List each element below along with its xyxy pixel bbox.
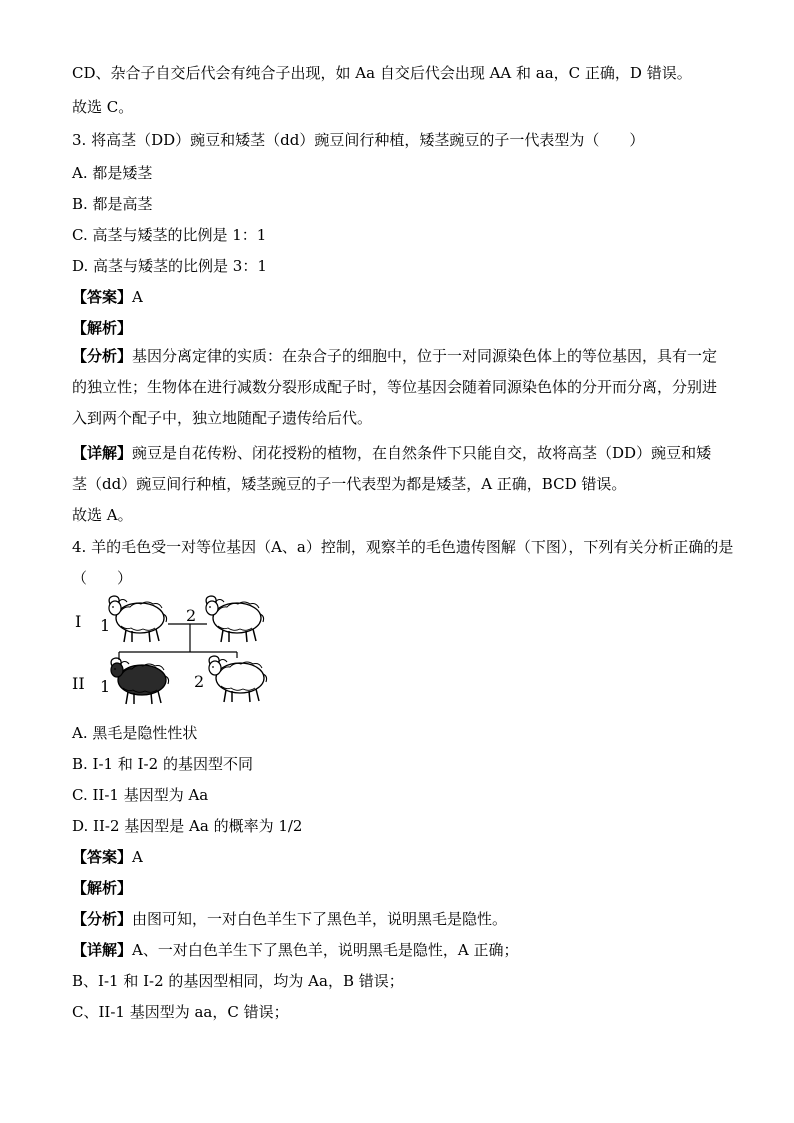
individual-label: 2 [186, 606, 197, 625]
pedigree-diagram [72, 592, 282, 710]
generation-label: II [72, 674, 85, 693]
analysis-heading: 【解析】 [72, 879, 133, 897]
white-sheep-i2 [206, 596, 264, 642]
text-line: B、I-1 和 I-2 的基因型相同，均为 Aa，B 错误； [72, 972, 404, 990]
pedigree-figure [72, 592, 282, 710]
detail-tag: 【详解】 [72, 941, 133, 959]
answer-tag: 【答案】 [72, 288, 133, 306]
detail-text: A、一对白色羊生下了黑色羊，说明黑毛是隐性，A 正确； [132, 941, 519, 959]
text-line: CD、杂合子自交后代会有纯合子出现，如 Aa 自交后代会出现 AA 和 aa，C 正确，D 错误。 [72, 64, 692, 82]
answer-line [72, 286, 143, 308]
text-line: 故选 A。 [72, 506, 133, 524]
black-sheep-ii1 [111, 658, 169, 704]
analysis-line [72, 908, 507, 930]
individual-label: 1 [100, 677, 111, 696]
white-sheep-ii2 [209, 656, 267, 702]
analysis-heading: 【解析】 [72, 319, 133, 337]
option-c: C. II-1 基因型为 Aa [72, 786, 209, 804]
analysis-text: 基因分离定律的实质：在杂合子的细胞中，位于一对同源染色体上的等位基因，具有一定的独立性；生物体在进行减数分裂形成配子时，等位基因会随着同源染色体的分开而分离，分别进入到两个配子中，独立地随配子遗传给后代。 [72, 347, 718, 427]
individual-label: 2 [194, 672, 205, 691]
text-line: C、II-1 基因型为 aa，C 错误； [72, 1003, 289, 1021]
option-d: D. II-2 基因型是 Aa 的概率为 1/2 [72, 817, 303, 835]
analysis-paragraph [72, 341, 722, 434]
option-c: C. 高茎与矮茎的比例是 1：1 [72, 226, 267, 244]
option-b: B. 都是高茎 [72, 195, 153, 213]
analysis-tag: 【分析】 [72, 910, 133, 928]
answer-value: A [132, 288, 143, 306]
analysis-text: 由图可知，一对白色羊生下了黑色羊，说明黑毛是隐性。 [132, 910, 508, 928]
individual-label: 1 [100, 616, 111, 635]
option-b: B. I-1 和 I-2 的基因型不同 [72, 755, 253, 773]
analysis-tag: 【分析】 [72, 347, 133, 365]
answer-value: A [132, 848, 143, 866]
answer-tag: 【答案】 [72, 848, 133, 866]
detail-text: 豌豆是自花传粉、闭花授粉的植物，在自然条件下只能自交，故将高茎（DD）豌豆和矮茎（dd）豌豆间行种植，矮茎豌豆的子一代表型为都是矮茎，A 正确，BCD 错误。 [72, 444, 712, 493]
detail-paragraph [72, 438, 722, 500]
white-sheep-i1 [109, 596, 167, 642]
detail-line [72, 939, 518, 961]
generation-label: I [75, 612, 82, 631]
option-a: A. 黑毛是隐性性状 [72, 724, 198, 742]
detail-tag: 【详解】 [72, 444, 133, 462]
text-line: 故选 C。 [72, 98, 134, 116]
option-a: A. 都是矮茎 [72, 164, 153, 182]
option-d: D. 高茎与矮茎的比例是 3：1 [72, 257, 267, 275]
question-4-bracket: （ ） [72, 569, 133, 587]
question-4: 4. 羊的毛色受一对等位基因（A、a）控制，观察羊的毛色遗传图解（下图），下列有关分析正确的是 [72, 538, 734, 556]
answer-line [72, 846, 143, 868]
question-3: 3. 将高茎（DD）豌豆和矮茎（dd）豌豆间行种植，矮茎豌豆的子一代表型为（ ） [72, 131, 645, 149]
